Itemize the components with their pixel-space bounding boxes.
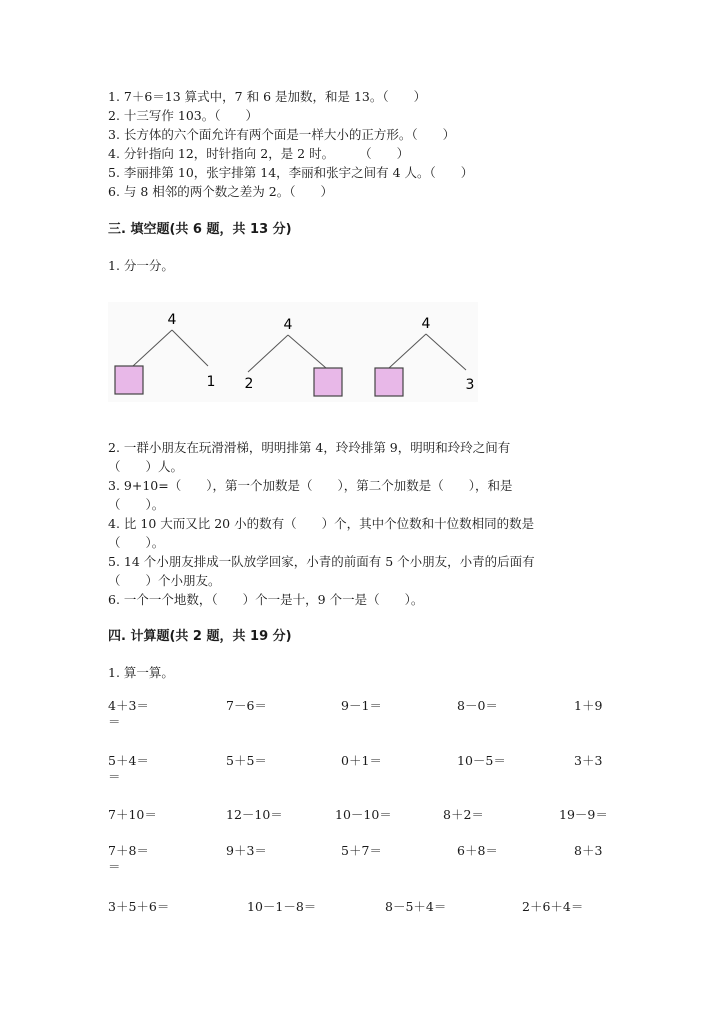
question-line: 6. 一个一个地数，（ ）个一是十，9 个一是（ ）。	[108, 592, 424, 607]
calc-wrap: ＝	[108, 859, 121, 874]
bond-right-number: 3	[465, 377, 475, 393]
question-line: （ ）人。	[108, 459, 184, 474]
calc-item: 10－1－8＝	[247, 899, 317, 914]
calc-item: 8＋3	[574, 843, 603, 858]
calc-wrap: ＝	[108, 714, 121, 729]
judge-item: 4. 分针指向 12，时针指向 2，是 2 时。 （ ）	[108, 146, 410, 161]
judge-item: 6. 与 8 相邻的两个数之差为 2。（ ）	[108, 184, 333, 199]
calc-wrap: ＝	[108, 769, 121, 784]
calc-item: 8＋2＝	[443, 807, 484, 822]
section-heading-fill-in: 三. 填空题(共 6 题，共 13 分)	[108, 222, 292, 237]
judge-item: 2. 十三写作 103。（ ）	[108, 108, 258, 123]
calc-item: 9－1＝	[341, 698, 382, 713]
calc-item: 5＋4＝	[108, 753, 149, 768]
answer-box[interactable]	[115, 366, 143, 394]
bond-branch	[426, 334, 466, 370]
question-line: 2. 一群小朋友在玩滑滑梯，明明排第 4，玲玲排第 9，明明和玲玲之间有	[108, 440, 511, 455]
bond-branch	[172, 330, 208, 366]
number-bond	[375, 316, 474, 396]
calc-item: 5＋5＝	[226, 753, 267, 768]
bond-branch	[133, 330, 172, 366]
calc-item: 1＋9	[574, 698, 603, 713]
calc-item: 10－5＝	[457, 753, 506, 768]
number-bond-svg	[108, 302, 478, 402]
calc-item: 8－5＋4＝	[385, 899, 447, 914]
section-heading-calculation: 四. 计算题(共 2 题，共 19 分)	[108, 629, 292, 644]
number-bond-figure	[108, 302, 478, 402]
bond-right-number: 1	[206, 374, 216, 390]
bond-top-number: 4	[283, 317, 293, 333]
calc-item: 5＋7＝	[341, 843, 382, 858]
question-line: 4. 比 10 大而又比 20 小的数有（ ）个，其中个位数和十位数相同的数是	[108, 516, 535, 531]
calc-item: 12－10＝	[226, 807, 283, 822]
calc-item: 4＋3＝	[108, 698, 149, 713]
number-bond	[245, 317, 342, 396]
bond-top-number: 4	[421, 316, 431, 332]
question-calculate: 1. 算一算。	[108, 665, 174, 680]
answer-box[interactable]	[314, 368, 342, 396]
calc-item: 3＋5＋6＝	[108, 899, 170, 914]
number-bond	[115, 312, 215, 394]
bond-branch	[288, 335, 326, 368]
calc-item: 7＋8＝	[108, 843, 149, 858]
bond-top-number: 4	[167, 312, 177, 328]
judge-item: 1. 7＋6＝13 算式中，7 和 6 是加数，和是 13。（ ）	[108, 89, 427, 104]
judge-item: 3. 长方体的六个面允许有两个面是一样大小的正方形。（ ）	[108, 127, 456, 142]
calc-item: 9＋3＝	[226, 843, 267, 858]
question-line: （ ）。	[108, 497, 165, 512]
bond-branch	[389, 334, 426, 368]
calc-item: 7－6＝	[226, 698, 267, 713]
calc-item: 6＋8＝	[457, 843, 498, 858]
calc-item: 0＋1＝	[341, 753, 382, 768]
bond-left-number: 2	[244, 376, 254, 392]
calc-item: 19－9＝	[559, 807, 608, 822]
judge-item: 5. 李丽排第 10，张宇排第 14，李丽和张宇之间有 4 人。（ ）	[108, 165, 474, 180]
calc-item: 3＋3	[574, 753, 603, 768]
calc-item: 8－0＝	[457, 698, 498, 713]
question-line: 3. 9+10=（ ），第一个加数是（ ），第二个加数是（ ），和是	[108, 478, 513, 493]
question-line: （ ）。	[108, 535, 165, 550]
question-divide: 1. 分一分。	[108, 258, 174, 273]
question-line: （ ）个小朋友。	[108, 573, 221, 588]
question-line: 5. 14 个小朋友排成一队放学回家，小青的前面有 5 个小朋友，小青的后面有	[108, 554, 535, 569]
calc-item: 2＋6＋4＝	[522, 899, 584, 914]
calc-item: 10－10＝	[335, 807, 392, 822]
answer-box[interactable]	[375, 368, 403, 396]
bond-branch	[248, 335, 288, 372]
calc-item: 7＋10＝	[108, 807, 157, 822]
